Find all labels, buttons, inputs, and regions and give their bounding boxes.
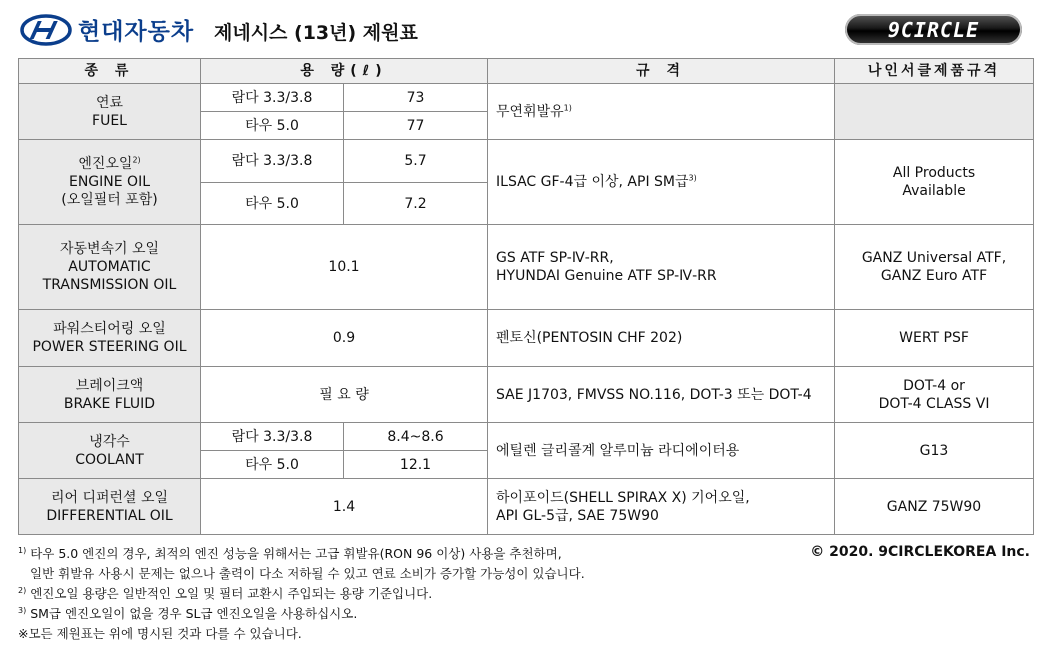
table-row bbox=[19, 367, 1034, 423]
fuel-name-ko: 연료 bbox=[95, 94, 124, 111]
brake-cap: 필 요 량 bbox=[201, 367, 488, 423]
engine-oil-name-ko: 엔진오일 bbox=[78, 156, 133, 172]
fuel-engine-1: 람다 3.3/3.8 bbox=[201, 84, 344, 112]
engine-oil-name-note: 2) bbox=[132, 155, 141, 165]
diff-name-en: DIFFERENTIAL OIL bbox=[46, 507, 173, 524]
coolant-engine-2: 타우 5.0 bbox=[201, 451, 344, 479]
engine-oil-product-l1: All Products bbox=[892, 165, 976, 181]
diff-cap: 1.4 bbox=[201, 479, 488, 535]
coolant-kind-cell bbox=[19, 423, 201, 479]
fuel-name-en: FUEL bbox=[92, 112, 127, 129]
spec-table bbox=[18, 58, 1034, 535]
atf-kind-cell bbox=[19, 225, 201, 310]
copyright: © 2020. 9CIRCLEKOREA Inc. bbox=[810, 544, 1030, 560]
atf-product-l1: GANZ Universal ATF, bbox=[861, 250, 1007, 266]
brake-product bbox=[835, 367, 1034, 423]
diff-spec-l1: 하이포이드(SHELL SPIRAX X) 기어오일, bbox=[496, 489, 750, 506]
footnote-2-text: 엔진오일 용량은 일반적인 오일 및 필터 교환시 주입되는 용량 기준입니다. bbox=[30, 586, 433, 601]
psf-spec: 펜토신(PENTOSIN CHF 202) bbox=[488, 310, 835, 367]
atf-name-en2: TRANSMISSION OIL bbox=[42, 277, 177, 293]
table-row bbox=[19, 479, 1034, 535]
engine-oil-name-sub: (오일필터 포함) bbox=[61, 192, 158, 208]
fuel-product bbox=[835, 84, 1034, 140]
footnote-2 bbox=[18, 584, 585, 604]
header-capacity: 용 량(ℓ) bbox=[201, 59, 488, 84]
coolant-engine-1: 람다 3.3/3.8 bbox=[201, 423, 344, 451]
footnote-1-mark: 1) bbox=[18, 545, 27, 555]
table-row bbox=[19, 310, 1034, 367]
hyundai-logo-icon bbox=[20, 14, 72, 46]
engine-oil-name-ko-line bbox=[27, 155, 192, 173]
brake-kind-cell bbox=[19, 367, 201, 423]
atf-name-en1: AUTOMATIC bbox=[68, 259, 151, 275]
footnote-4: ※모든 제원표는 위에 명시된 것과 다를 수 있습니다. bbox=[18, 626, 302, 641]
hyundai-brand bbox=[20, 13, 194, 46]
footnotes bbox=[18, 544, 585, 644]
engine-oil-cap-1: 5.7 bbox=[344, 140, 488, 183]
header-kind: 종 류 bbox=[19, 59, 201, 84]
header-product: 나인서클제품규격 bbox=[835, 59, 1034, 84]
engine-oil-engine-1: 람다 3.3/3.8 bbox=[201, 140, 344, 183]
brake-spec: SAE J1703, FMVSS NO.116, DOT-3 또는 DOT-4 bbox=[488, 367, 835, 423]
coolant-name-ko: 냉각수 bbox=[89, 433, 130, 450]
diff-kind-cell bbox=[19, 479, 201, 535]
psf-product: WERT PSF bbox=[835, 310, 1034, 367]
fuel-spec bbox=[488, 84, 835, 140]
engine-oil-cap-2: 7.2 bbox=[344, 183, 488, 225]
psf-name-en: POWER STEERING OIL bbox=[32, 339, 187, 355]
fuel-cap-1: 73 bbox=[344, 84, 488, 112]
engine-oil-kind-cell bbox=[19, 140, 201, 225]
fuel-engine-2: 타우 5.0 bbox=[201, 112, 344, 140]
engine-oil-name-en: ENGINE OIL bbox=[68, 174, 150, 190]
fuel-kind-cell bbox=[19, 84, 201, 140]
atf-name-ko: 자동변속기 오일 bbox=[59, 241, 160, 257]
page-header bbox=[0, 0, 1050, 58]
engine-oil-product bbox=[835, 140, 1034, 225]
coolant-name-en: COOLANT bbox=[75, 451, 144, 468]
9circle-logo bbox=[845, 14, 1022, 45]
atf-spec-l2: HYUNDAI Genuine ATF SP-Ⅳ-RR bbox=[496, 268, 717, 284]
9circle-logo-text: 9CIRCLE bbox=[887, 17, 980, 42]
coolant-cap-1: 8.4~8.6 bbox=[344, 423, 488, 451]
brake-name-ko: 브레이크액 bbox=[75, 377, 144, 394]
footnote-2-mark: 2) bbox=[18, 585, 27, 595]
footnote-3 bbox=[18, 604, 585, 624]
atf-product-l2: GANZ Euro ATF bbox=[880, 268, 988, 284]
footnote-3-mark: 3) bbox=[18, 605, 27, 615]
atf-product bbox=[835, 225, 1034, 310]
brake-product-l1: DOT-4 or bbox=[903, 377, 965, 394]
diff-name-ko: 리어 디퍼런셜 오일 bbox=[50, 489, 169, 506]
engine-oil-product-l2: Available bbox=[902, 183, 966, 199]
footnote-1-text1: 타우 5.0 엔진의 경우, 최적의 엔진 성능을 위해서는 고급 휘발유(RON 96 이상) 사용을 추천하며, bbox=[30, 546, 562, 561]
document-title: 제네시스 (13년) 제원표 bbox=[214, 22, 418, 44]
footnote-1-line1 bbox=[18, 544, 585, 564]
fuel-spec-note: 1) bbox=[563, 102, 572, 112]
coolant-cap-2: 12.1 bbox=[344, 451, 488, 479]
table-row bbox=[19, 140, 1034, 183]
header-spec: 규 격 bbox=[488, 59, 835, 84]
diff-spec bbox=[488, 479, 835, 535]
table-header-row bbox=[19, 59, 1034, 84]
brake-name-en: BRAKE FLUID bbox=[63, 395, 156, 412]
atf-spec-l1: GS ATF SP-Ⅳ-RR, bbox=[496, 250, 614, 266]
brake-product-l2: DOT-4 CLASS VI bbox=[878, 395, 990, 412]
brand-name: 현대자동차 bbox=[78, 19, 195, 45]
engine-oil-spec bbox=[488, 140, 835, 225]
diff-product: GANZ 75W90 bbox=[835, 479, 1034, 535]
table-row bbox=[19, 423, 1034, 451]
table-row bbox=[19, 84, 1034, 112]
psf-name-ko: 파워스티어링 오일 bbox=[53, 321, 166, 337]
atf-cap: 10.1 bbox=[201, 225, 488, 310]
footnote-1-line2: 일반 휘발유 사용시 문제는 없으나 출력이 다소 저하될 수 있고 연료 소비가 증가할 가능성이 있습니다. bbox=[30, 566, 585, 581]
diff-spec-l2: API GL-5급, SAE 75W90 bbox=[496, 507, 659, 524]
psf-kind-cell bbox=[19, 310, 201, 367]
psf-cap: 0.9 bbox=[201, 310, 488, 367]
coolant-spec: 에틸렌 글리콜계 알루미늄 라디에이터용 bbox=[488, 423, 835, 479]
engine-oil-spec-note: 3) bbox=[688, 173, 697, 183]
table-row bbox=[19, 225, 1034, 310]
atf-spec bbox=[488, 225, 835, 310]
fuel-spec-text: 무연휘발유 bbox=[496, 103, 564, 120]
engine-oil-spec-text: ILSAC GF-4급 이상, API SM급 bbox=[496, 174, 689, 190]
coolant-product: G13 bbox=[835, 423, 1034, 479]
engine-oil-engine-2: 타우 5.0 bbox=[201, 183, 344, 225]
fuel-cap-2: 77 bbox=[344, 112, 488, 140]
footnote-3-text: SM급 엔진오일이 없을 경우 SL급 엔진오일을 사용하십시오. bbox=[30, 606, 358, 621]
